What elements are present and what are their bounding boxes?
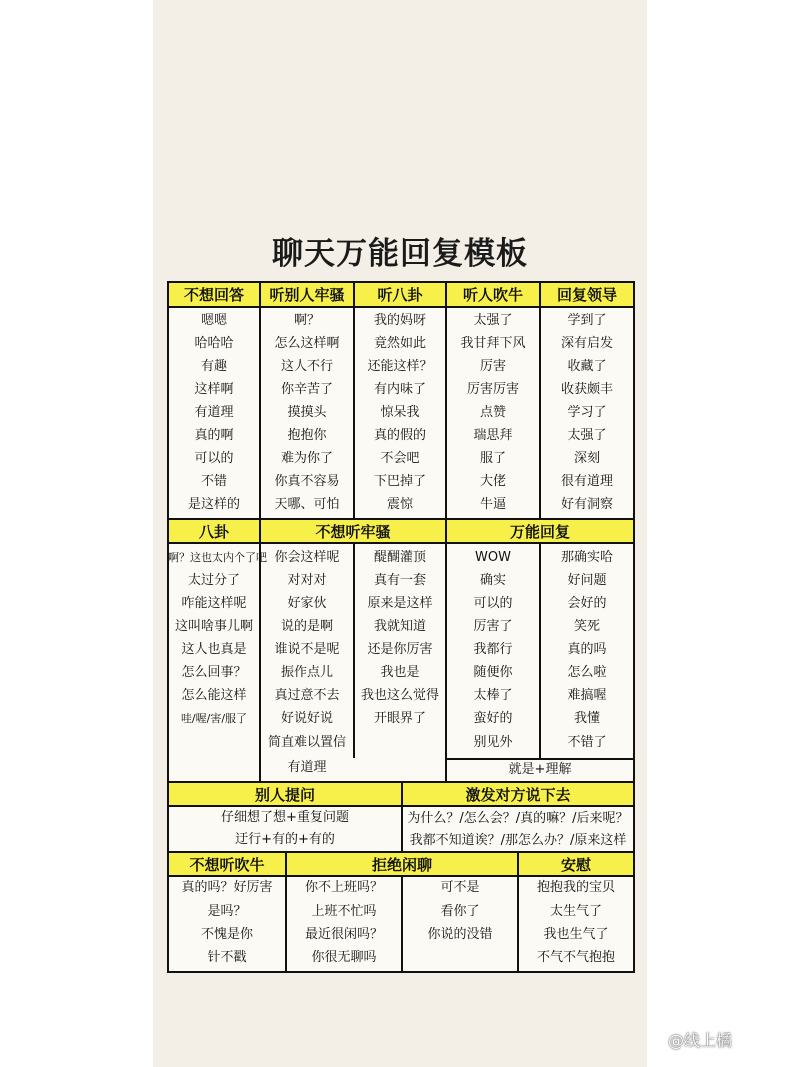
cell: 随便你 [473,665,513,680]
cell: 看你了 [440,904,480,919]
header-no-complaints: 不想听牢骚 [261,520,445,542]
cell: 我懂 [573,711,600,726]
cell: 很有道理 [560,474,613,489]
header-refuse-chat: 拒绝闲聊 [287,853,517,875]
cell: 谁说不是呢 [274,642,340,657]
cell: 真的假的 [373,428,426,443]
cell: 确实 [479,573,506,588]
cell: 好家伙 [287,596,327,611]
cell: 真的吗？好厉害 [181,880,273,895]
divider [167,851,635,853]
cell: 我都不知道诶？/那怎么办？/原来这样 [409,833,627,848]
cell: 收藏了 [567,359,607,374]
cell: 太过分了 [187,573,240,588]
cell: 有道理 [194,405,234,420]
cell: 太棒了 [473,688,513,703]
cell: 竟然如此 [373,336,426,351]
header-comfort: 安慰 [519,853,633,875]
cell: 摸摸头 [287,405,327,420]
cell: WOW [475,550,511,565]
divider [167,306,635,308]
cell: 我的妈呀 [373,313,426,328]
cell: 不愧是你 [200,927,253,942]
cell: 你说的没错 [427,927,493,942]
cell: 对对对 [287,573,327,588]
divider [167,542,635,544]
cell: 厉害厉害 [466,382,519,397]
cell: 牛逼 [479,497,506,512]
cell: 说的是啊 [280,619,333,634]
cell: 有趣 [200,359,227,374]
cell: 可以的 [473,596,513,611]
cell: 真的啊 [194,428,234,443]
cell: 我都行 [473,642,513,657]
cell: 原来是这样 [367,596,433,611]
cell: 不会吧 [380,451,420,466]
cell: 还是你厉害 [367,642,433,657]
cell: 哇/喔/害/服了 [180,712,248,725]
cell: 有道理 [287,760,327,775]
cell: 难为你了 [280,451,333,466]
cell: 啊？这也太内个了吧 [168,551,267,564]
cell: 怎么能这样 [181,688,247,703]
cell: 是这样的 [187,497,240,512]
cell: 这人也真是 [181,642,247,657]
cell: 厉害了 [473,619,513,634]
header-gossip: 八卦 [169,520,259,542]
cell: 我也这么觉得 [360,688,439,703]
cell: 别见外 [473,735,513,750]
cell: 我也是 [380,665,420,680]
header-reply-boss: 回复领导 [541,283,633,306]
cell: 难搞喔 [567,688,607,703]
cell: 不错 [200,474,227,489]
divider [167,518,635,520]
header-listen-complaints: 听别人牢骚 [261,283,353,306]
cell: 服了 [479,451,506,466]
cell: 咋能这样呢 [181,596,247,611]
cell: 点赞 [479,405,506,420]
cell: 哈哈哈 [194,336,234,351]
header-no-answer: 不想回答 [169,283,259,306]
cell: 瑞思拜 [473,428,513,443]
cell: 太生气了 [549,904,602,919]
header-encourage-talk: 激发对方说下去 [403,783,633,805]
cell: 抱抱我的宝贝 [536,880,615,895]
cell: 蛮好的 [473,711,513,726]
cell: 还能这样？ [367,359,433,374]
cell: 不错了 [567,735,607,750]
header-listen-gossip: 听八卦 [355,283,445,306]
cell: 最近很闲吗？ [304,927,383,942]
cell: 你真不容易 [274,474,340,489]
cell: 你很无聊吗 [311,950,377,965]
cell: 你不上班吗？ [304,880,383,895]
divider [445,758,635,760]
cell: 好有洞察 [560,497,613,512]
cell: 那确实哈 [560,550,613,565]
cell-footer: 就是+理解 [508,762,572,777]
header-listen-bragging: 听人吹牛 [447,283,539,306]
cell: 怎么这样啊 [274,336,340,351]
cell: 好问题 [567,573,607,588]
cell: 震惊 [386,497,413,512]
header-universal-reply: 万能回复 [447,520,633,542]
cell: 我甘拜下风 [460,336,526,351]
cell: 笑死 [573,619,600,634]
cell: 天哪、可怕 [274,497,340,512]
cell: 好说好说 [280,711,333,726]
cell: 真过意不去 [274,688,340,703]
cell: 真的吗 [567,642,607,657]
cell: 大佬 [479,474,506,489]
cell: 收获颇丰 [560,382,613,397]
cell: 怎么回事？ [181,665,247,680]
watermark: @线上橘 [668,1031,733,1050]
cell: 太强了 [567,428,607,443]
header-no-bragging: 不想听吹牛 [169,853,285,875]
cell: 这人不行 [280,359,333,374]
cell: 上班不忙吗 [311,904,377,919]
cell: 厉害 [479,359,506,374]
cell: 深刻 [573,451,600,466]
cell: 仔细想了想+重复问题 [221,810,349,825]
cell: 嗯嗯 [200,313,227,328]
cell: 醍醐灌顶 [373,550,426,565]
header-being-asked: 别人提问 [169,783,401,805]
cell: 会好的 [567,596,607,611]
cell: 深有启发 [560,336,613,351]
cell: 惊呆我 [380,405,420,420]
cell: 怎么啦 [567,665,607,680]
cell: 我就知道 [373,619,426,634]
cell: 下巴掉了 [373,474,426,489]
cell: 针不戳 [207,950,247,965]
cell: 这叫啥事儿啊 [174,619,253,634]
cell: 你辛苦了 [280,382,333,397]
cell: 迂行+有的+有的 [235,832,335,847]
cell: 不气不气抱抱 [536,950,615,965]
cell: 抱抱你 [287,428,327,443]
cell: 你会这样呢 [274,550,340,565]
cell: 太强了 [473,313,513,328]
cell: 是吗？ [207,904,247,919]
cell: 振作点儿 [280,665,333,680]
cell: 为什么？/怎么会？/真的嘛？/后来呢？ [407,811,629,826]
cell: 学到了 [567,313,607,328]
poster-title: 聊天万能回复模板 [272,236,528,272]
cell: 可不是 [440,880,480,895]
cell: 有内味了 [373,382,426,397]
cell: 开眼界了 [373,711,426,726]
cell: 学习了 [567,405,607,420]
cell: 这样啊 [194,382,234,397]
cell: 啊？ [293,313,320,328]
cell: 真有一套 [373,573,426,588]
cell: 我也生气了 [543,927,609,942]
cell: 简直难以置信 [267,735,346,750]
cell: 可以的 [194,451,234,466]
